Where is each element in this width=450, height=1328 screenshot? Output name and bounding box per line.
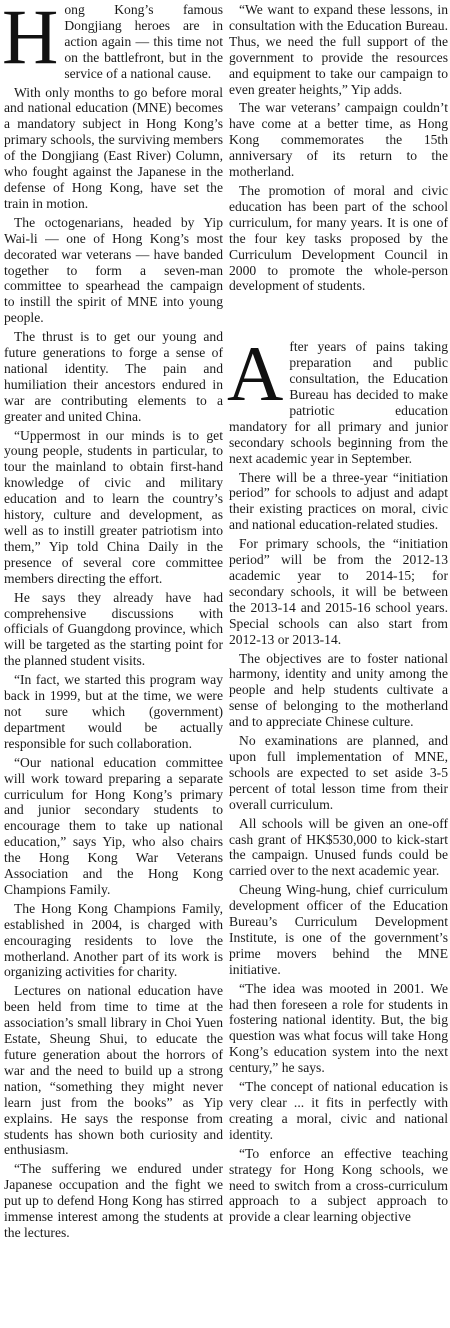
article-column-left bbox=[4, 2, 223, 1244]
body-paragraph: Lectures on national education have been held from time to time at the association’s small library in Choi Yuen Estate, Sheung Shui, to educate the future generation about the horrors of war and the need to build up a strong nation, “something they might never learn just from the books” as Yip explains. He says the response from students has shown both curiosity and enthusiasm. bbox=[4, 983, 223, 1158]
body-paragraph: With only months to go before moral and national education (MNE) becomes a mandatory subject in Hong Kong’s primary schools, the surviving members of the Dongjiang (East River) Column, who fought against the Japanese in the defense of Hong Kong, have set the train in motion. bbox=[4, 84, 223, 211]
body-paragraph: The war veterans’ campaign couldn’t have come at a better time, as Hong Kong commemorates the 15th anniversary of its return to the motherland. bbox=[229, 100, 448, 180]
body-paragraph: The octogenarians, headed by Yip Wai-li — one of Hong Kong’s most decorated war veterans — have banded together to form a seven-man committee to spearhead the campaign to instill the spirit of MNE into young people. bbox=[4, 214, 223, 326]
body-paragraph: “To enforce an effective teaching strategy for Hong Kong schools, we need to switch from a cross-curriculum approach to a subject approach to provide a clear learning objective bbox=[229, 1145, 448, 1225]
body-paragraph: For primary schools, the “initiation period” will be from the 2012-13 academic year to 2014-15; for secondary schools, it will be between the 2013-14 and 2015-16 school years. Special schools can also start from 2012-13 or 2013-14. bbox=[229, 536, 448, 647]
body-paragraph: “In fact, we started this program way back in 1999, but at the time, we were not sure which (government) department would be actually responsible for such collaboration. bbox=[4, 672, 223, 751]
body-paragraph: Cheung Wing-hung, chief curriculum development officer of the Education Bureau’s Curriculum Development Institute, is one of the government’s prime movers behind the MNE initiative. bbox=[229, 882, 448, 977]
body-paragraph: “We want to expand these lessons, in consultation with the Education Bureau. Thus, we need the full support of the government to provide the resources and equipment to take our campaign to even greater heights,” Yip adds. bbox=[229, 2, 448, 97]
lead-text: ong Kong’s famous Dongjiang heroes are in action again — this time not on the battlefront, but in the service of a national cause. bbox=[64, 2, 223, 81]
body-paragraph: “Uppermost in our minds is to get young people, students in particular, to tour the mainland to obtain first-hand knowledge of civic and military education and to learn the country’s history, culture and development, as well as to instill greater patriotism into them,” Yip told China Daily in the presence of several core committee members directing the effort. bbox=[4, 427, 223, 586]
body-paragraph: The promotion of moral and civic education has been part of the school curriculum, for many years. It is one of the four key tasks proposed by the Curriculum Development Council in 2000 to promote the whole-person development of students. bbox=[229, 182, 448, 294]
article-lead-paragraph bbox=[4, 2, 223, 82]
body-paragraph: The thrust is to get our young and future generations to forge a sense of national identity. The pain and humiliation their ancestors endured in war are contributing elements to a greater and united China. bbox=[4, 329, 223, 424]
body-paragraph: No examinations are planned, and upon full implementation of MNE, schools are expected to set aside 3-5 percent of total lesson time from their overall curriculum. bbox=[229, 733, 448, 812]
body-paragraph: There will be a three-year “initiation period” for schools to adjust and adapt their existing practices on moral, civic and national education-related studies. bbox=[229, 469, 448, 533]
body-paragraph: “The idea was mooted in 2001. We had then foreseen a role for students in fostering national identity. But, the big question was what focus will take Hong Kong’s education system into the next century,” he says. bbox=[229, 980, 448, 1076]
body-paragraph: “The suffering we endured under Japanese occupation and the fight we put up to defend Hong Kong has stirred immense interest among the students at the lectures. bbox=[4, 1161, 223, 1240]
body-paragraph: “Our national education committee will work toward preparing a separate curriculum for Hong Kong’s primary and junior secondary students to encourage them to take up national education,” says Yip, who also chairs the Hong Kong War Veterans Association and the Hong Kong Champions Family. bbox=[4, 754, 223, 897]
body-paragraph: “The concept of national education is very clear ... it fits in perfectly with creating a moral, civic and national identity. bbox=[229, 1079, 448, 1142]
body-paragraph: He says they already have had comprehensive discussions with officials of Guangdong province, which will be targeted as the starting point for the planned student visits. bbox=[4, 589, 223, 669]
body-paragraph: All schools will be given an one-off cash grant of HK$530,000 to kick-start the campaign. Unused funds could be carried over to the next academic year. bbox=[229, 815, 448, 879]
lead-text: fter years of pains taking preparation and public consultation, the Education Bureau has decided to make patriotic education mandatory for all primary and junior secondary schools beginning from the next academic year in September. bbox=[229, 339, 448, 466]
body-paragraph: The objectives are to foster national harmony, identity and unity among the people and help students cultivate a sense of belonging to the motherland and to appreciate Chinese culture. bbox=[229, 650, 448, 730]
article-column-right bbox=[229, 2, 448, 1228]
drop-cap: A bbox=[227, 330, 284, 418]
drop-cap: H bbox=[2, 0, 59, 80]
sidebar-lead-paragraph bbox=[227, 330, 448, 466]
body-paragraph: The Hong Kong Champions Family, established in 2004, is charged with encouraging residents to love the motherland. Another part of its work is organizing activities for charity. bbox=[4, 900, 223, 980]
